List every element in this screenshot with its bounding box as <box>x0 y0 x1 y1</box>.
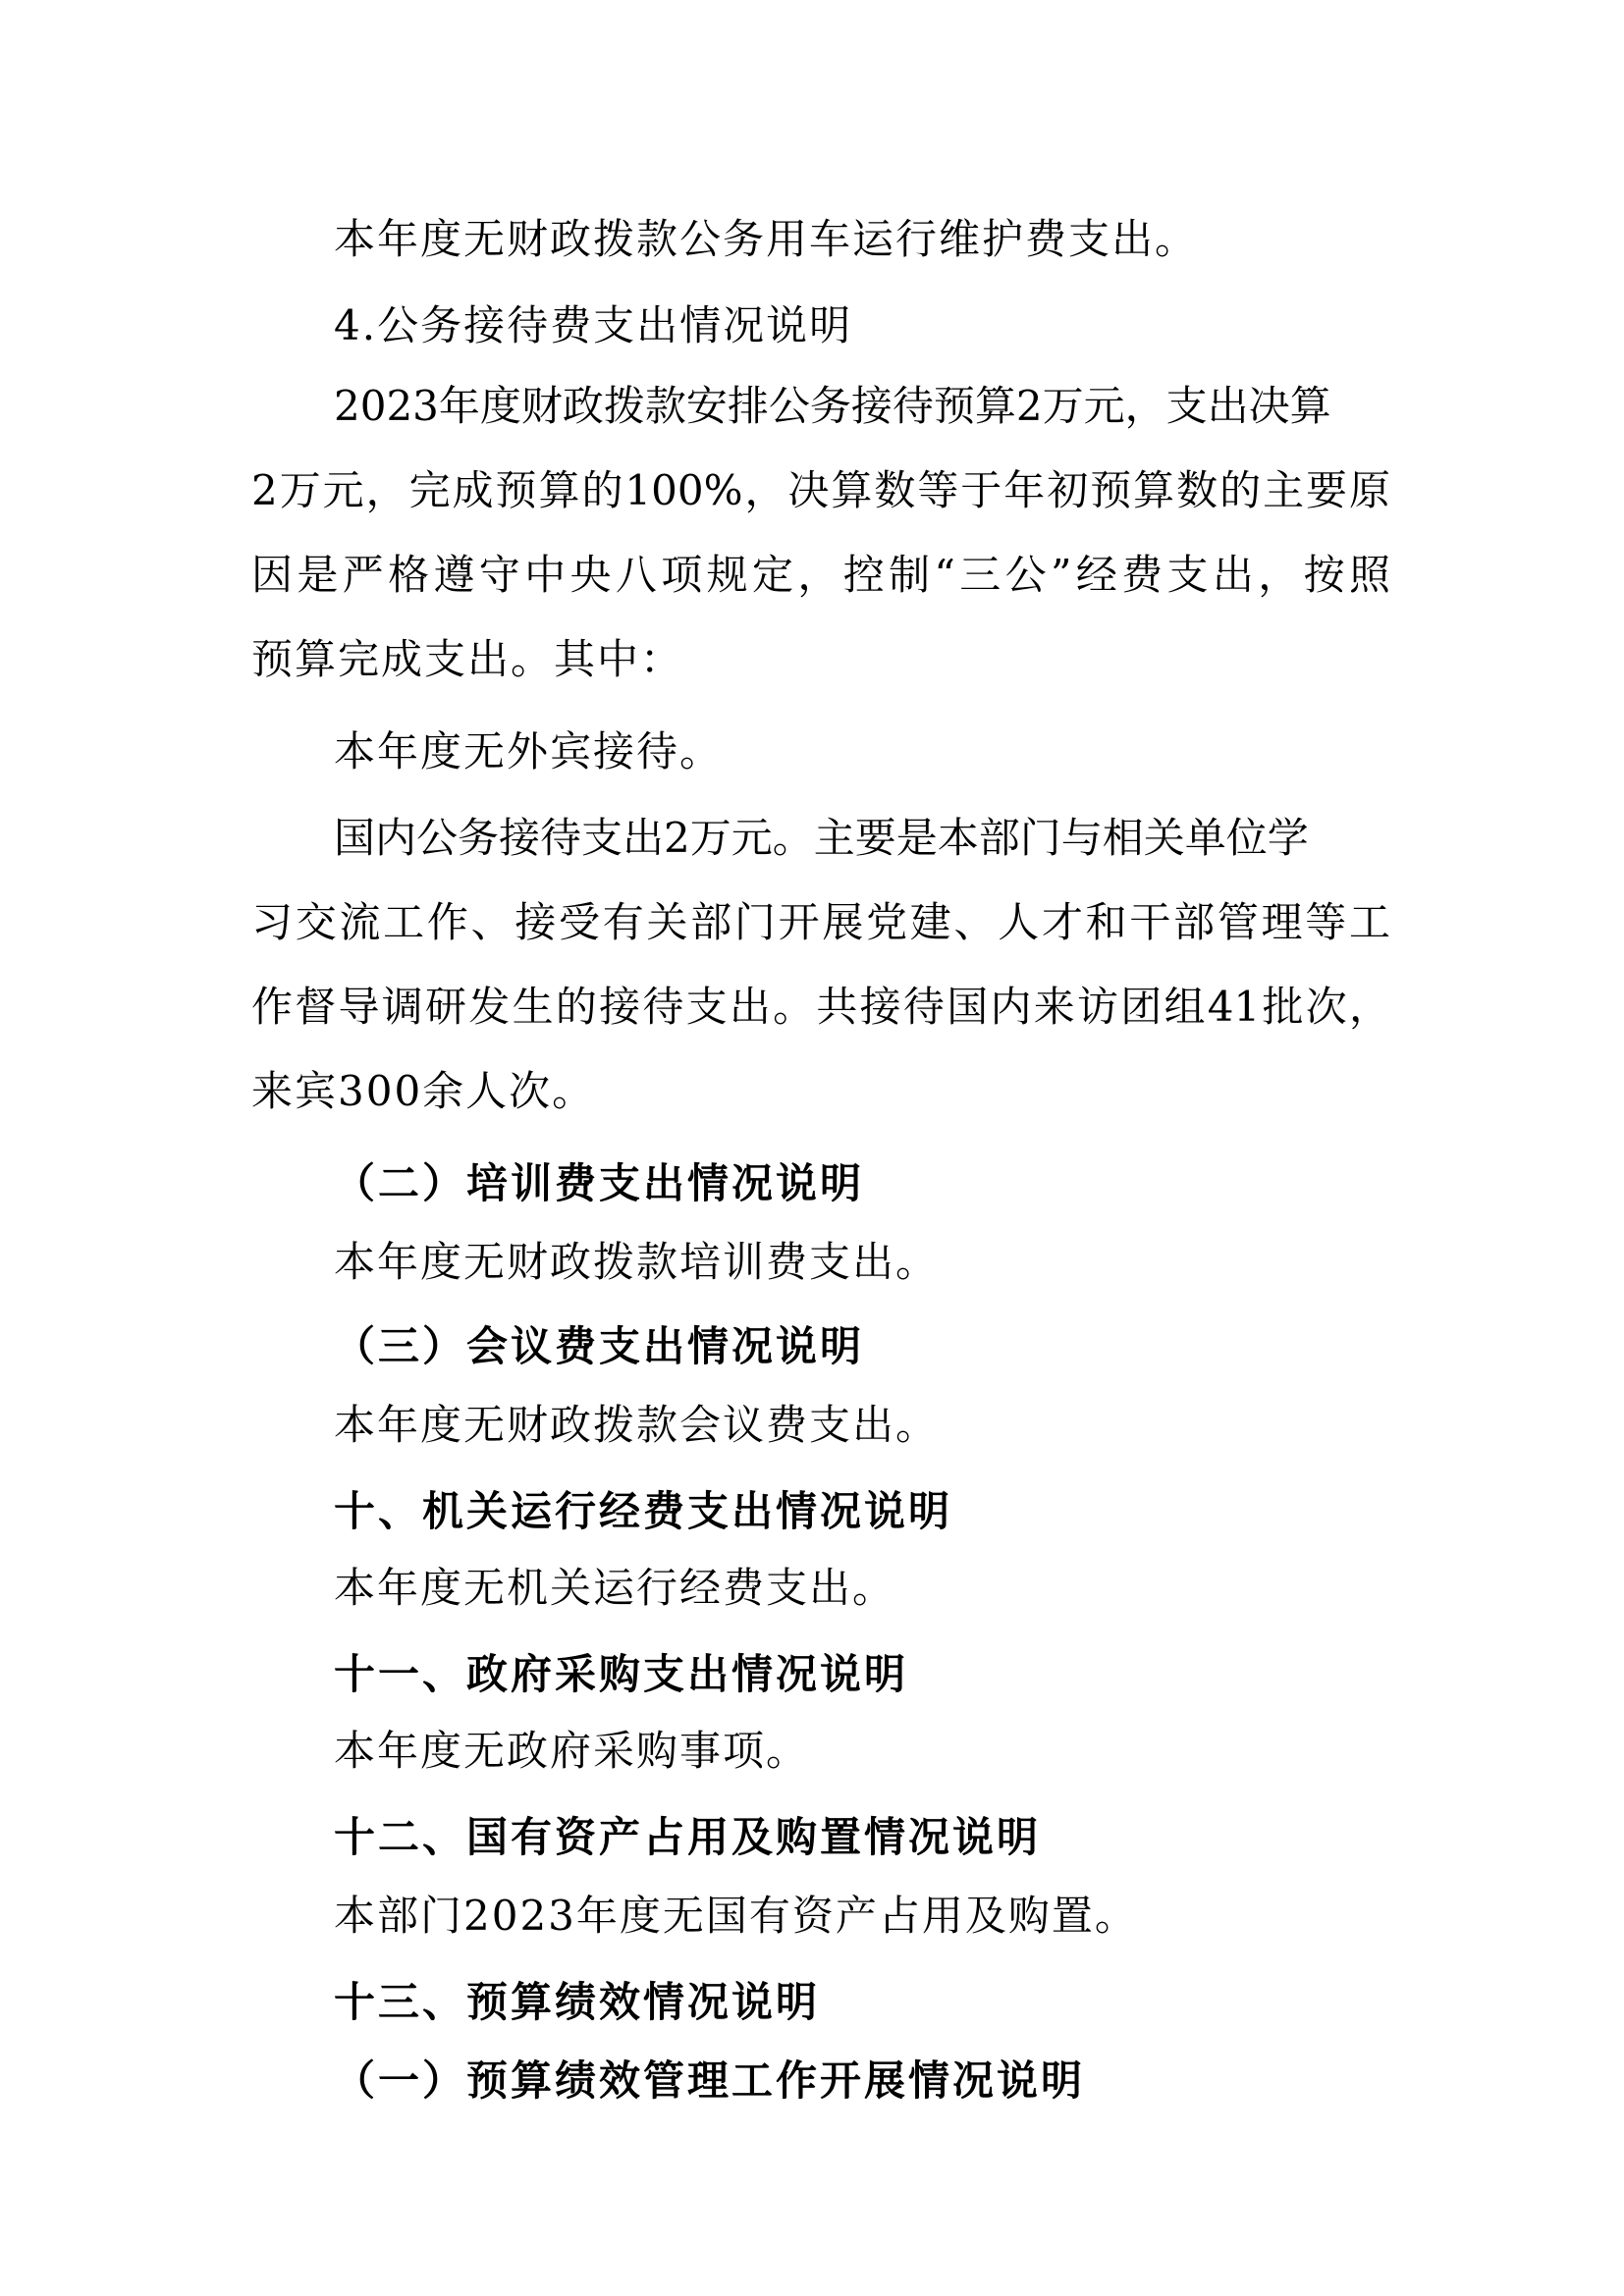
paragraph-reception-line-4: 预算完成支出。其中： <box>251 635 684 683</box>
paragraph-no-meeting: 本年度无财政拨款会议费支出。 <box>334 1401 940 1449</box>
heading-operating-expense: 十、机关运行经费支出情况说明 <box>334 1487 953 1535</box>
heading-procurement: 十一、政府采购支出情况说明 <box>334 1650 909 1698</box>
paragraph-no-foreign-guests: 本年度无外宾接待。 <box>334 727 724 775</box>
heading-meeting-expense: （三）会议费支出情况说明 <box>334 1322 865 1370</box>
paragraph-domestic-line-3: 作督导调研发生的接待支出。共接待国内来访团组41批次， <box>251 983 1390 1031</box>
paragraph-domestic-line-2: 习交流工作、接受有关部门开展党建、人才和干部管理等工 <box>251 898 1390 946</box>
paragraph-no-operating: 本年度无机关运行经费支出。 <box>334 1564 896 1612</box>
heading-performance-management: （一）预算绩效管理工作开展情况说明 <box>334 2056 1086 2105</box>
paragraph-domestic-line-1: 国内公务接待支出2万元。主要是本部门与相关单位学 <box>334 814 1309 862</box>
paragraph-vehicle-maintenance: 本年度无财政拨款公务用车运行维护费支出。 <box>334 215 1199 263</box>
paragraph-reception-line-2: 2万元，完成预算的100%，决算数等于年初预算数的主要原 <box>251 466 1390 514</box>
heading-state-assets: 十二、国有资产占用及购置情况说明 <box>334 1813 1042 1861</box>
heading-budget-performance: 十三、预算绩效情况说明 <box>334 1978 821 2026</box>
paragraph-domestic-line-4: 来宾300余人次。 <box>251 1067 596 1115</box>
paragraph-no-assets: 本部门2023年度无国有资产占用及购置。 <box>334 1892 1138 1940</box>
paragraph-no-training: 本年度无财政拨款培训费支出。 <box>334 1238 940 1286</box>
subheading-reception-expense: 4.公务接待费支出情况说明 <box>334 301 853 349</box>
heading-training-expense: （二）培训费支出情况说明 <box>334 1159 865 1207</box>
paragraph-reception-line-1: 2023年度财政拨款安排公务接待预算2万元，支出决算 <box>334 382 1331 430</box>
paragraph-no-procurement: 本年度无政府采购事项。 <box>334 1727 810 1775</box>
paragraph-reception-line-3: 因是严格遵守中央八项规定，控制“三公”经费支出，按照 <box>251 551 1390 599</box>
